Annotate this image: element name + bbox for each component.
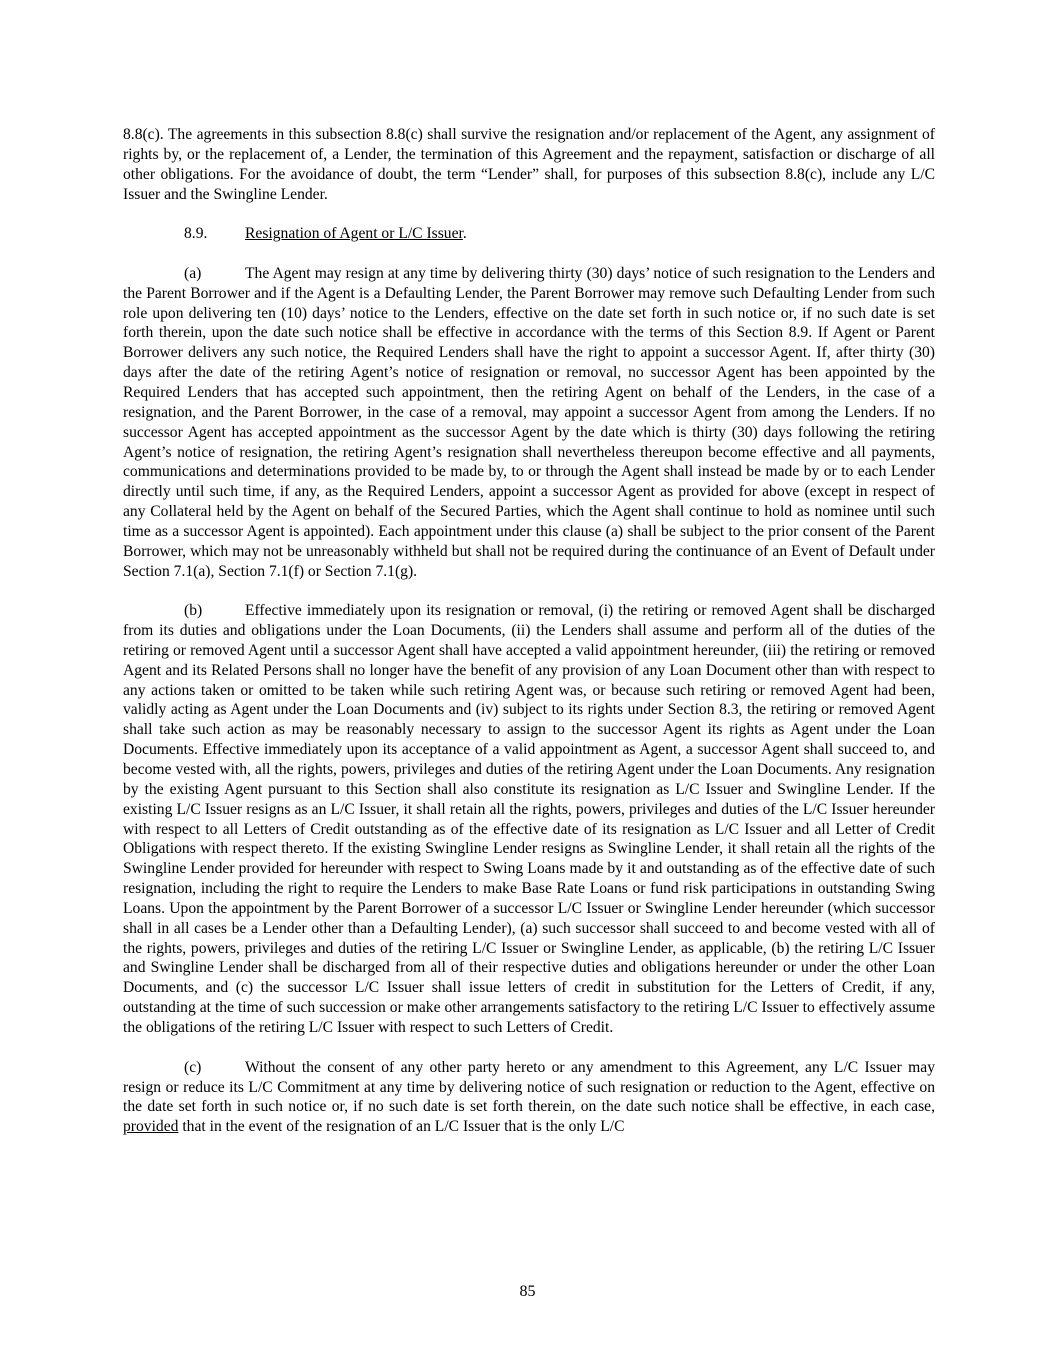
section-title: Resignation of Agent or L/C Issuer — [245, 225, 463, 243]
paragraph-c-text-after: that in the event of the resignation of an L/C Issuer that is the only L/C — [178, 1118, 625, 1136]
paragraph-b-label: (b) — [184, 602, 203, 620]
paragraph-c-text-before: Without the consent of any other party hereto or any amendment to this Agreement, any L/C Issuer may resign or reduce its L/C Commitment at any time by delivering notice of such resignation or reduction to the Agent, effective on the date set forth in such notice or, if no such date is set forth therein, on the date such notice shall be effective, in each case, — [123, 1058, 935, 1116]
paragraph-a — [123, 264, 935, 582]
section-number: 8.9. — [184, 225, 208, 243]
paragraph-c — [123, 1058, 935, 1137]
document-body — [123, 125, 935, 1157]
paragraph-b — [123, 601, 935, 1038]
paragraph-b-text: Effective immediately upon its resignation or removal, (i) the retiring or removed Agent shall be discharged from its duties and obligations under the Loan Documents, (ii) the Lenders shall assume and perform all of the duties of the retiring or removed Agent until a successor Agent shall have accepted a valid appointment hereunder, (iii) the retiring or removed Agent and its Related Persons shall no longer have the benefit of any provision of any Loan Document other than with respect to any actions taken or omitted to be taken while such retiring Agent was, or because such retiring or removed Agent had been, validly acting as Agent under the Loan Documents and (iv) subject to its rights under Section 8.3, the retiring or removed Agent shall take such action as may be reasonably necessary to assign to the successor Agent its rights as Agent under the Loan Documents. Effective immediately upon its acceptance of a valid appointment as Agent, a successor Agent shall succeed to, and become vested with, all the rights, powers, privileges and duties of the retiring Agent under the Loan Documents. Any resignation by the existing Agent pursuant to this Section shall also constitute its resignation as L/C Issuer and Swingline Lender. If the existing L/C Issuer resigns as an L/C Issuer, it shall retain all the rights, powers, privileges and duties of the L/C Issuer hereunder with respect to all Letters of Credit outstanding as of the effective date of its resignation as L/C Issuer and all Letter of Credit Obligations with respect thereto. If the existing Swingline Lender resigns as Swingline Lender, it shall retain all the rights of the Swingline Lender provided for hereunder with respect to Swing Loans made by it and outstanding as of the effective date of such resignation, including the right to require the Lenders to make Base Rate Loans or fund risk participations in outstanding Swing Loans. Upon the appointment by the Parent Borrower of a successor L/C Issuer or Swingline Lender hereunder (which successor shall in all cases be a Lender other than a Defaulting Lender), (a) such successor shall succeed to and become vested with all of the rights, powers, privileges and duties of the retiring L/C Issuer or Swingline Lender, as applicable, (b) the retiring L/C Issuer and Swingline Lender shall be discharged from all of their respective duties and obligations hereunder or under the other Loan Documents, and (c) the successor L/C Issuer shall issue letters of credit in substitution for the Letters of Credit, if any, outstanding at the time of such succession or make other arrangements satisfactory to the retiring L/C Issuer to effectively assume the obligations of the retiring L/C Issuer with respect to such Letters of Credit. — [123, 602, 935, 1036]
intro-paragraph: 8.8(c). The agreements in this subsection 8.8(c) shall survive the resignation and/or replacement of the Agent, any assignment of rights by, or the replacement of, a Lender, the termination of this Agreement and the repayment, satisfaction or discharge of all other obligations. For the avoidance of doubt, the term “Lender” shall, for purposes of this subsection 8.8(c), include any L/C Issuer and the Swingline Lender. — [123, 126, 935, 203]
section-heading — [123, 224, 935, 244]
paragraph-a-text: The Agent may resign at any time by delivering thirty (30) days’ notice of such resignation to the Lenders and the Parent Borrower and if the Agent is a Defaulting Lender, the Parent Borrower may remove such Defaulting Lender from such role upon delivering ten (10) days’ notice to the Lenders, effective on the date set forth in such notice or, if no such date is set forth therein, upon the date such notice shall be effective in accordance with the terms of this Section 8.9. If Agent or Parent Borrower delivers any such notice, the Required Lenders shall have the right to appoint a successor Agent. If, after thirty (30) days after the date of the retiring Agent’s notice of resignation or removal, no successor Agent has been appointed by the Required Lenders that has accepted such appointment, then the retiring Agent on behalf of the Lenders, in the case of a resignation, and the Parent Borrower, in the case of a removal, may appoint a successor Agent from among the Lenders. If no successor Agent has accepted appointment as the successor Agent by the date which is thirty (30) days following the retiring Agent’s notice of resignation, the retiring Agent’s resignation shall nevertheless thereupon become effective and all payments, communications and determinations provided to be made by, to or through the Agent shall instead be made by or to each Lender directly until such time, if any, as the Required Lenders, appoint a successor Agent as provided for above (except in respect of any Collateral held by the Agent on behalf of the Secured Parties, which the Agent shall continue to hold as nominee until such time as a successor Agent is appointed). Each appointment under this clause (a) shall be subject to the prior consent of the Parent Borrower, which may not be unreasonably withheld but shall not be required during the continuance of an Event of Default under Section 7.1(a), Section 7.1(f) or Section 7.1(g). — [123, 264, 935, 580]
paragraph-c-label: (c) — [184, 1058, 202, 1076]
provided-term: provided — [123, 1118, 179, 1136]
paragraph-a-label: (a) — [184, 264, 202, 282]
page-number: 85 — [519, 1283, 536, 1300]
section-title-suffix: . — [462, 225, 467, 243]
